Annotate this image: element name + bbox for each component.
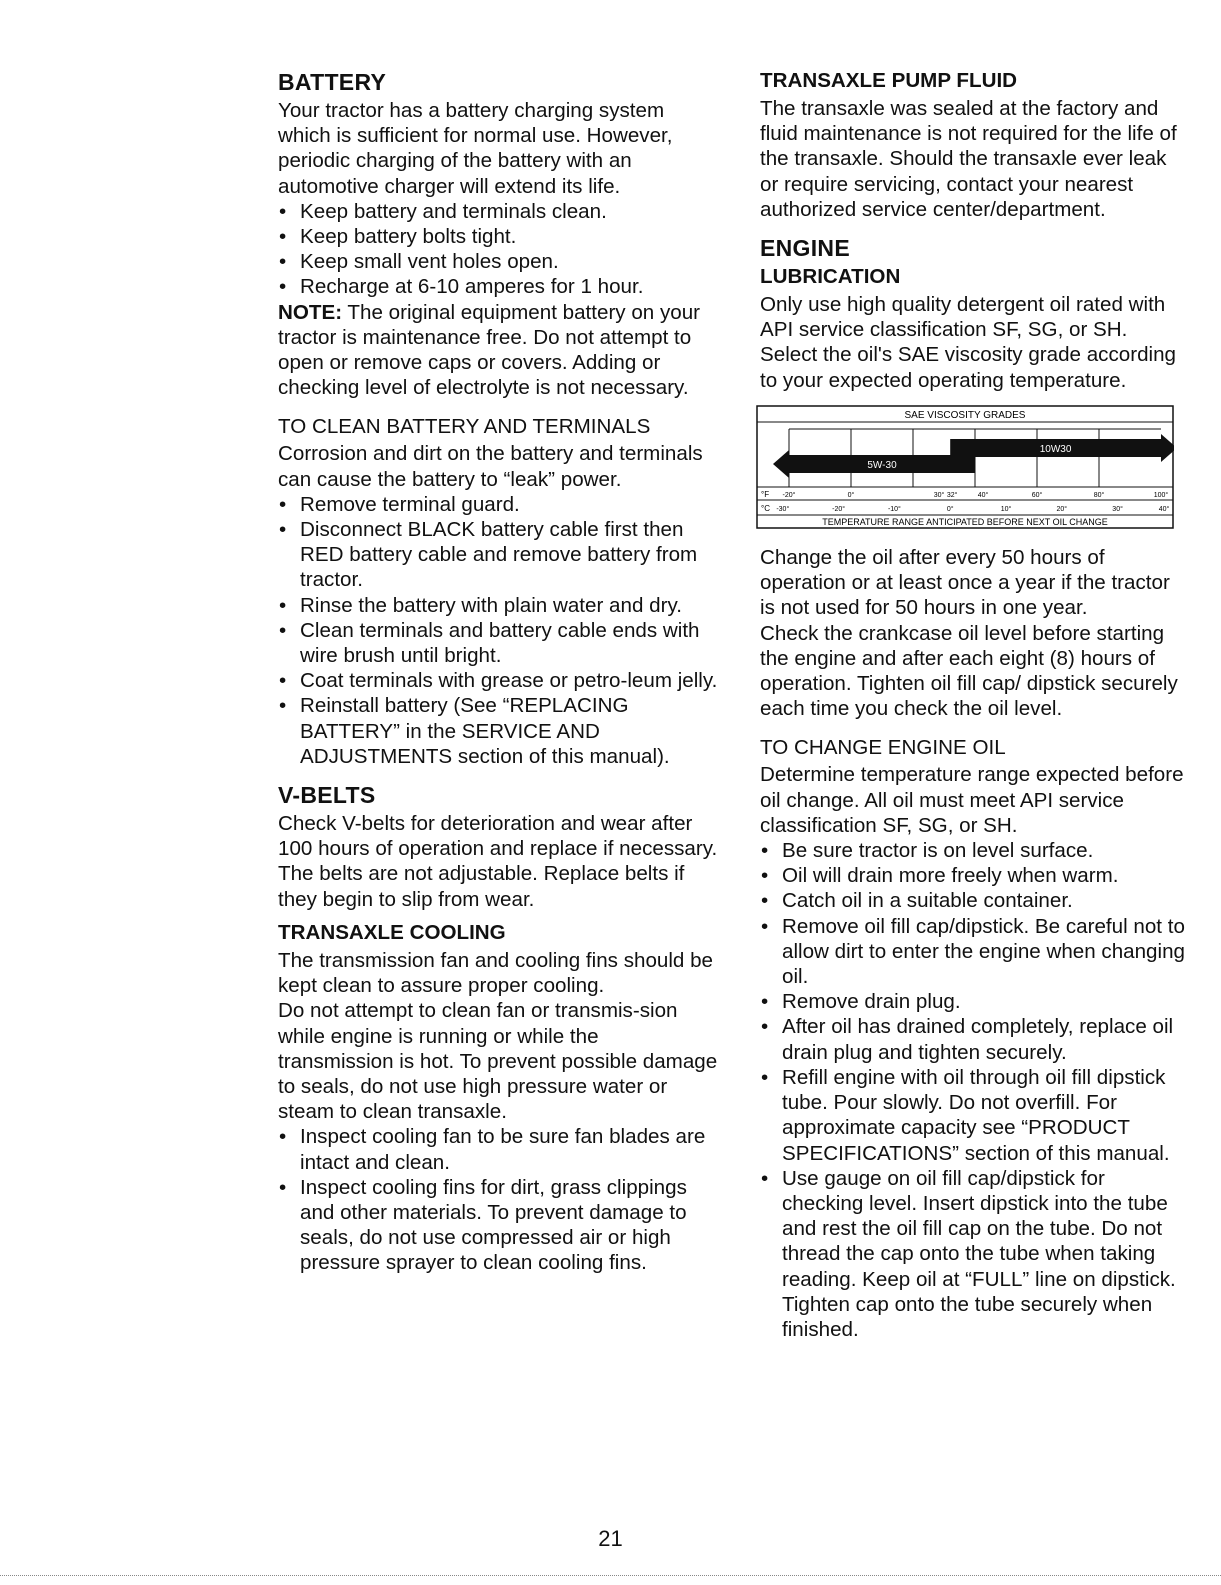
- page-number: 21: [598, 1526, 623, 1551]
- viscosity-chart: [756, 405, 1174, 535]
- engine-section: [760, 234, 1190, 393]
- list-item: • Keep small vent holes open.: [278, 249, 718, 274]
- list-item: • Remove terminal guard.: [278, 492, 718, 517]
- fahrenheit-tick-label: 40°: [977, 491, 989, 499]
- list-item: • Reinstall battery (See “REPLACING BATTERY” in the SERVICE AND ADJUSTMENTS section of this manual).: [278, 693, 718, 769]
- oil-interval-text: Change the oil after every 50 hours of operation or at least once a year if the tractor is not used for 50 hours in one year.: [760, 546, 1170, 620]
- list-item: • Inspect cooling fins for dirt, grass clippings and other materials. To prevent damage to seals, do not use compressed air or high pressure sprayer to clean cooling fins.: [278, 1175, 718, 1276]
- celsius-tick-label: 20°: [1056, 505, 1068, 513]
- celsius-tick-label: 30°: [1112, 505, 1123, 513]
- list-item: • Disconnect BLACK battery cable first then RED battery cable and remove battery from tractor.: [278, 517, 718, 593]
- bottom-rule: [0, 1575, 1221, 1576]
- list-item: • Recharge at 6-10 amperes for 1 hour.: [278, 274, 718, 299]
- transaxle-cooling-text-2: Do not attempt to clean fan or transmis-sion while engine is running or while the transmission is hot. To prevent possible damage to seals, do not use high pressure water or steam to clean transaxle.: [278, 999, 718, 1124]
- celsius-tick-label: -20°: [832, 505, 846, 513]
- battery-section: [278, 68, 718, 400]
- fahrenheit-tick-label: 80°: [1093, 491, 1105, 499]
- celsius-label: °C: [761, 503, 770, 513]
- fahrenheit-tick-label: -20°: [782, 491, 796, 499]
- lubrication-text: Only use high quality detergent oil rated with API service classification SF, SG, or SH. Select the oil's SAE viscosity grade according to your expected operating temperature.: [760, 293, 1177, 392]
- note-label: NOTE:: [278, 300, 343, 324]
- list-item: • Clean terminals and battery cable ends with wire brush until bright.: [278, 618, 718, 668]
- list-item: • Be sure tractor is on level surface.: [760, 838, 1190, 863]
- chart-title: SAE VISCOSITY GRADES: [904, 409, 1026, 421]
- fahrenheit-tick-label: 30°: [933, 491, 945, 499]
- list-item: • Keep battery bolts tight.: [278, 224, 718, 249]
- list-item: • Keep battery and terminals clean.: [278, 199, 718, 224]
- change-oil-intro: Determine temperature range expected before oil change. All oil must meet API service classification SF, SG, or SH.: [760, 763, 1184, 837]
- list-item: • Use gauge on oil fill cap/dipstick for checking level. Insert dipstick into the tube and rest the oil fill cap on the tube. Do not thread the cap onto the tube when taking reading. Keep oil at “FULL” line on dipstick. Tighten cap onto the tube securely when finished.: [760, 1166, 1190, 1342]
- celsius-tick-label: 0°: [946, 505, 954, 513]
- clean-battery-intro: Corrosion and dirt on the battery and terminals can cause the battery to “leak” power.: [278, 442, 703, 491]
- list-item: • Inspect cooling fan to be sure fan blades are intact and clean.: [278, 1124, 718, 1174]
- vbelts-text: Check V-belts for deterioration and wear after 100 hours of operation and replace if necessary. The belts are not adjustable. Replace belts if they begin to slip from wear.: [278, 812, 718, 911]
- list-item: • Remove oil fill cap/dipstick. Be careful not to allow dirt to enter the engine when changing oil.: [760, 914, 1190, 990]
- clean-battery-section: [278, 414, 718, 769]
- fahrenheit-tick-label: 100°: [1153, 491, 1169, 499]
- battery-note: [278, 300, 718, 401]
- list-item: • After oil has drained completely, replace oil drain plug and tighten securely.: [760, 1014, 1190, 1064]
- celsius-tick-label: 40°: [1158, 505, 1170, 513]
- oil-check-text: Check the crankcase oil level before starting the engine and after each eight (8) hours of operation. Tighten oil fill cap/ dipstick securely each time you check the oil level.: [760, 621, 1178, 721]
- fahrenheit-tick-label: 32°: [946, 491, 958, 499]
- pump-fluid-text: The transaxle was sealed at the factory and fluid maintenance is not required for the life of the transaxle. Should the transaxle ever leak or require servicing, contact your nearest authorized service center/department.: [760, 97, 1177, 221]
- fahrenheit-label: °F: [761, 489, 770, 499]
- celsius-tick-label: 10°: [1000, 505, 1012, 513]
- pump-fluid-section: [760, 68, 1190, 222]
- viscosity-bar-label: 10W30: [1039, 443, 1072, 455]
- left-column: [278, 68, 718, 1276]
- vbelts-heading: V-BELTS: [278, 782, 376, 809]
- celsius-tick-label: -30°: [776, 505, 790, 513]
- lubrication-heading: LUBRICATION: [760, 265, 901, 289]
- fahrenheit-tick-label: 60°: [1031, 491, 1043, 499]
- oil-change-interval-section: [760, 545, 1190, 721]
- battery-heading: BATTERY: [278, 69, 387, 95]
- vbelts-section: [278, 781, 718, 912]
- transaxle-cooling-heading: TRANSAXLE COOLING: [278, 920, 506, 944]
- list-item: • Coat terminals with grease or petro-leum jelly.: [278, 668, 718, 693]
- viscosity-chart-svg: [756, 405, 1174, 529]
- list-item: • Rinse the battery with plain water and dry.: [278, 593, 718, 618]
- list-item: • Catch oil in a suitable container.: [760, 888, 1190, 913]
- transaxle-cooling-section: [278, 920, 718, 1276]
- engine-heading: ENGINE: [760, 235, 850, 262]
- change-oil-heading: TO CHANGE ENGINE OIL: [760, 736, 1006, 760]
- clean-battery-bullet-list: [278, 492, 718, 769]
- celsius-tick-label: -10°: [887, 505, 901, 513]
- change-oil-bullet-list: [760, 838, 1190, 1342]
- chart-footer: TEMPERATURE RANGE ANTICIPATED BEFORE NEXT OIL CHANGE: [822, 516, 1108, 527]
- clean-battery-heading: TO CLEAN BATTERY AND TERMINALS: [278, 415, 651, 439]
- fahrenheit-tick-label: 0°: [847, 491, 855, 499]
- transaxle-cooling-text-1: The transmission fan and cooling fins should be kept clean to assure proper cooling.: [278, 948, 714, 998]
- battery-bullet-list: [278, 199, 718, 300]
- battery-intro: Your tractor has a battery charging system which is sufficient for normal use. However, periodic charging of the battery with an automotive charger will extend its life.: [278, 99, 673, 198]
- note-text: The original equipment battery on your tractor is maintenance free. Do not attempt to open or remove caps or covers. Adding or checking level of electrolyte is not necessary.: [278, 300, 701, 400]
- list-item: • Oil will drain more freely when warm.: [760, 863, 1190, 888]
- list-item: • Refill engine with oil through oil fill dipstick tube. Pour slowly. Do not overfill. For approximate capacity see “PRODUCT SPECIFICATIONS” section of this manual.: [760, 1065, 1190, 1166]
- transaxle-cooling-bullet-list: [278, 1124, 718, 1275]
- change-oil-section: [760, 735, 1190, 1342]
- right-column: [760, 68, 1190, 1342]
- list-item: • Remove drain plug.: [760, 989, 1190, 1014]
- pump-fluid-heading: TRANSAXLE PUMP FLUID: [760, 69, 1018, 92]
- viscosity-bar-label: 5W-30: [867, 459, 897, 471]
